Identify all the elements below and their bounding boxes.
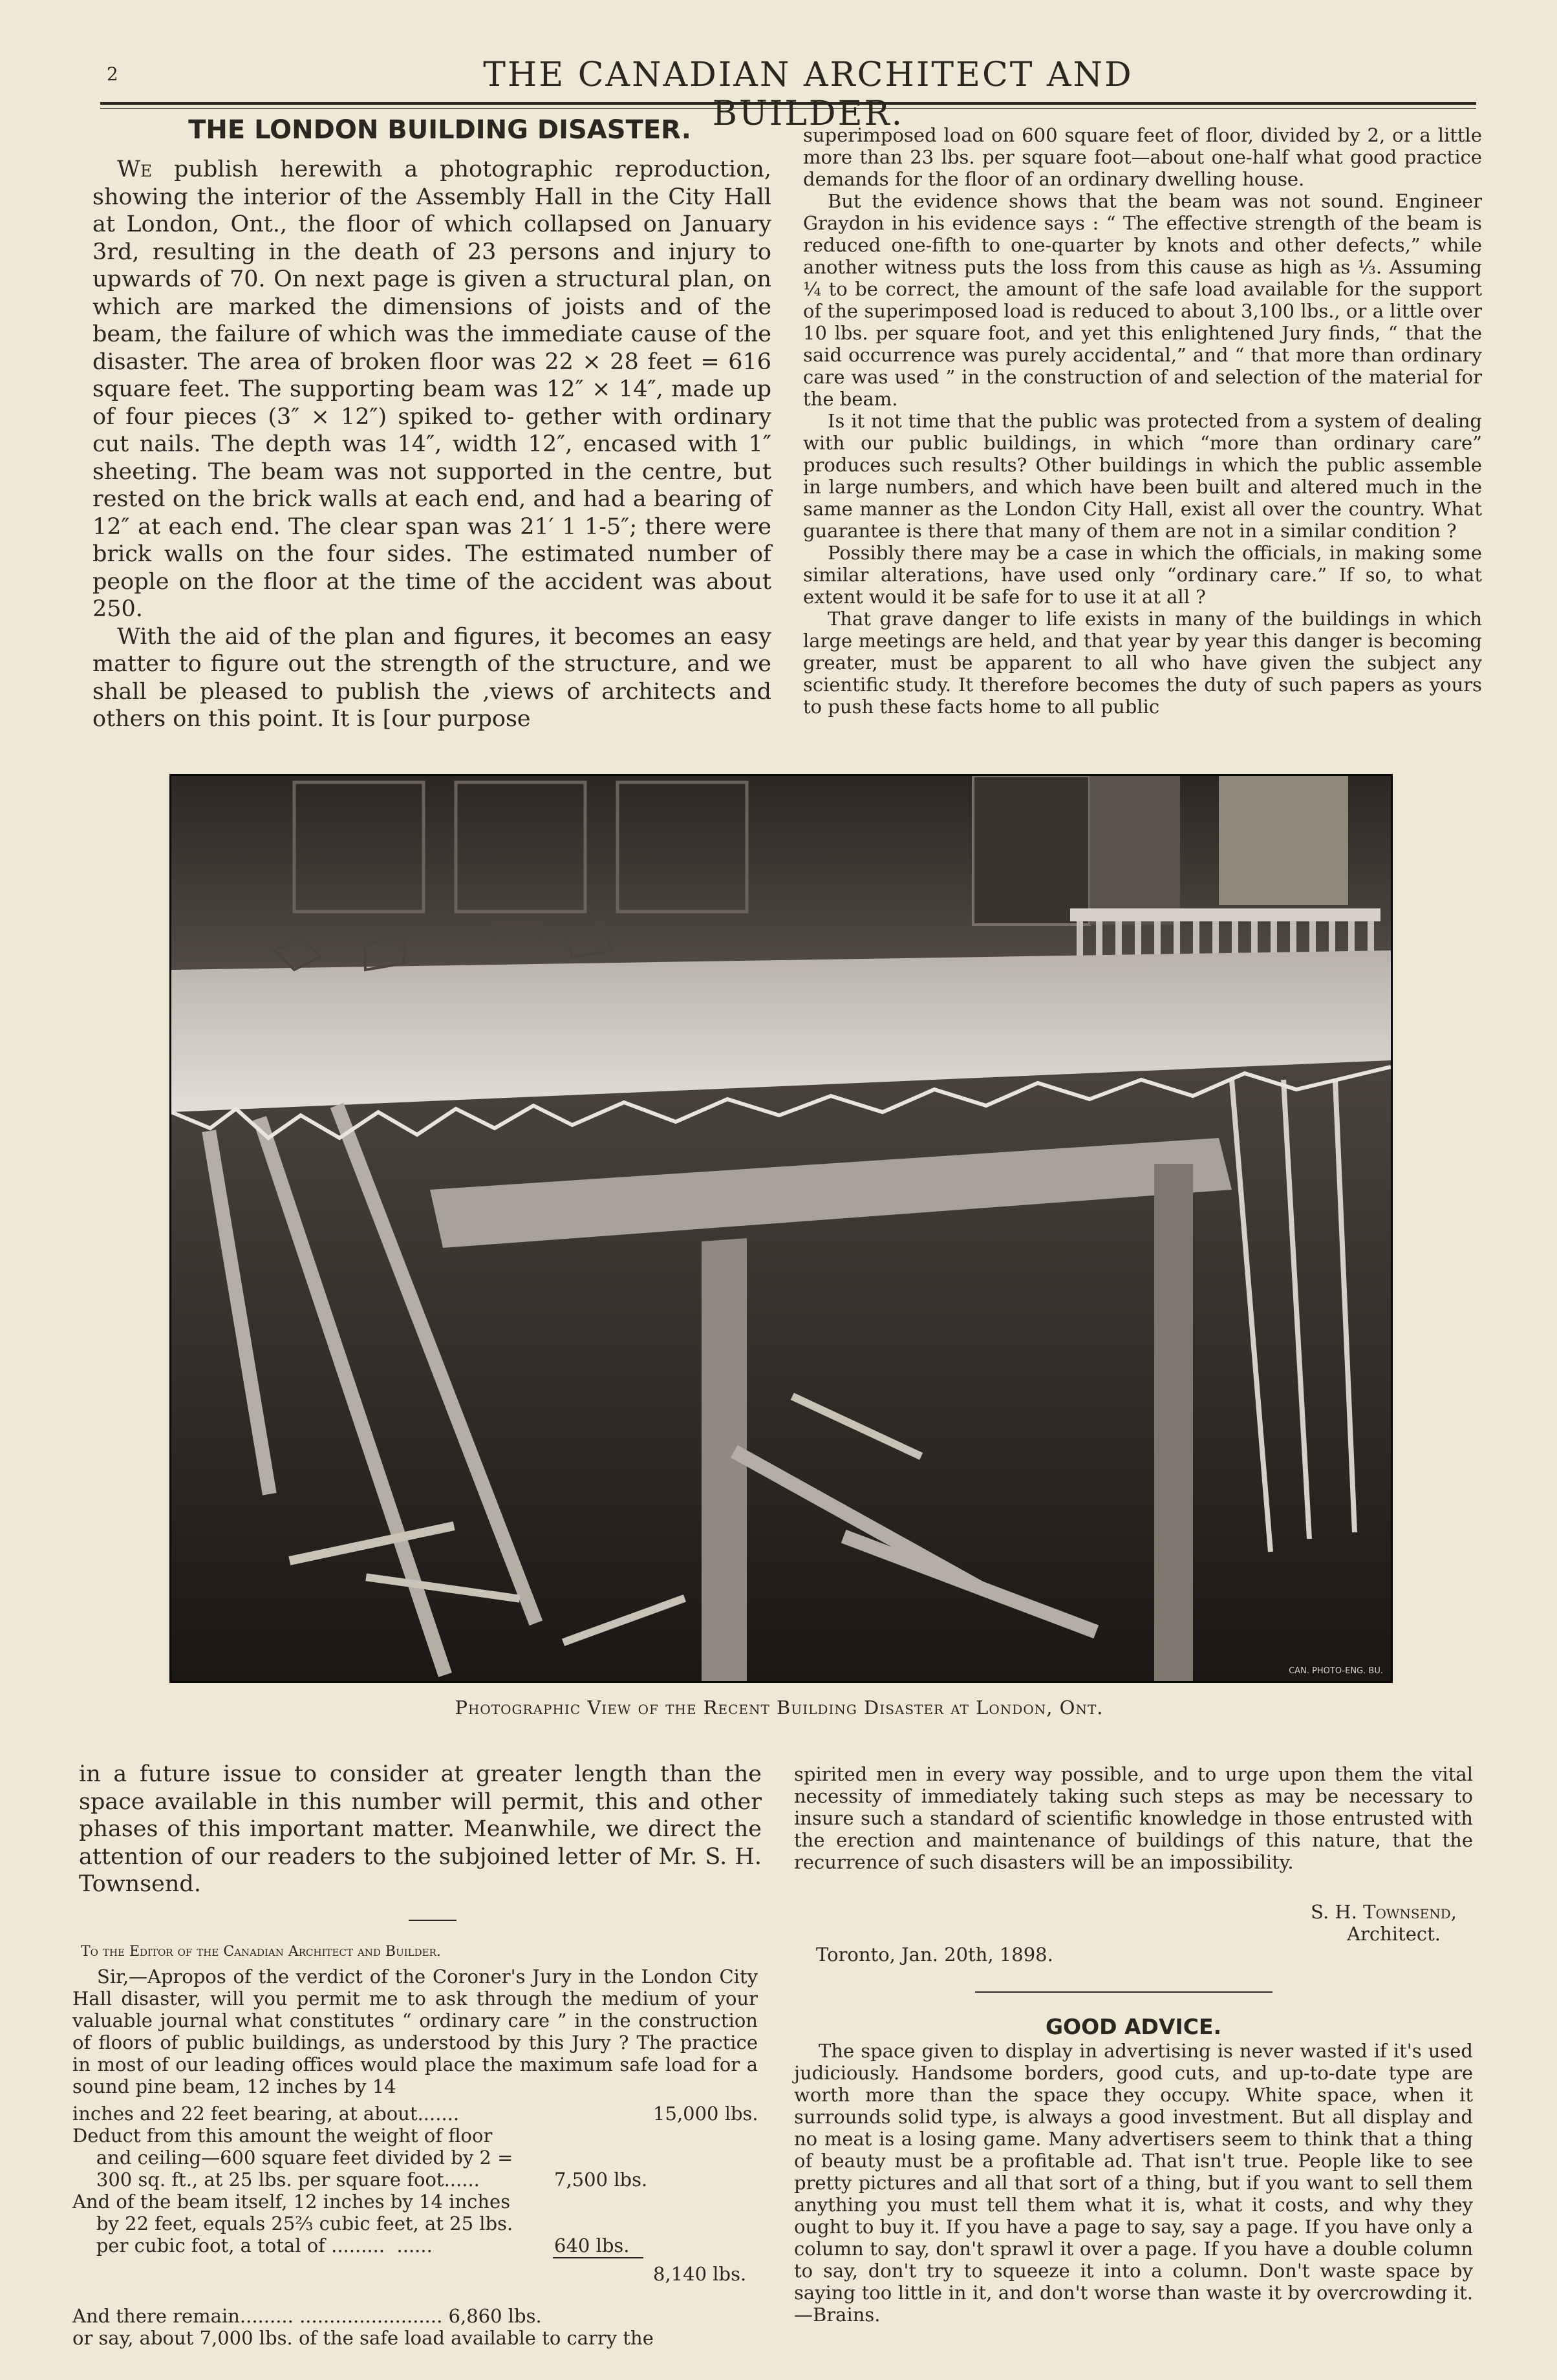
publication-title: THE CANADIAN ARCHITECT AND BUILDER. (483, 56, 1133, 133)
ledger-row (72, 2147, 758, 2169)
letter-col2-continued-paragraph: spirited men in every way possible, and to urge upon them the vital necessity of immediately taking such steps as may be necessary to insure such a standard of scientific knowledge in those entrusted with the erection and maintenance of buildings of this nature, that the recurrence of such disasters will be an impossibility. (794, 1763, 1473, 1873)
ledger-row-text: and ceiling—600 square feet divided by 2 = (72, 2147, 513, 2169)
article-title: THE LONDON BUILDING DISASTER. (188, 115, 691, 145)
article-column-1 (92, 156, 771, 733)
photo-illustration (171, 776, 1391, 1681)
disaster-photograph (169, 774, 1393, 1683)
ledger-row-amount: 7,500 lbs. (554, 2169, 648, 2191)
article-paragraph-1 (92, 156, 771, 623)
letter-col2-paragraph-5: That grave danger to life exists in many of the buildings in which large meetings are held, and that year by year this danger is becoming greater, must be apparent to all who have given the subject any scientific study. It therefore becomes the duty of such papers as yours to push these facts home to all public (803, 608, 1482, 718)
advice-rule (975, 1991, 1272, 1993)
letter-col2-paragraph-4: Possibly there may be a case in which the officials, in making some similar alterations, have used only “ordinary care.” If so, to what extent would it be safe for to use it at all ? (803, 542, 1482, 608)
letter-col2-paragraph-1: superimposed load on 600 square feet of floor, divided by 2, or a little more than 23 lbs. per square foot—about one-half what good practice demands for the floor of an ordinary dwelling house. (803, 124, 1482, 190)
ledger-row-amount: 640 lbs. (554, 2235, 630, 2257)
letter-salutation: To the Editor of the Canadian Architect and Builder. (81, 1944, 441, 1960)
ledger-row-text: And of the beam itself, 12 inches by 14 inches (72, 2191, 511, 2213)
ledger-row-text: by 22 feet, equals 25⅔ cubic feet, at 25 lbs. (72, 2213, 513, 2235)
signature-title: Architect. (1347, 1923, 1441, 1945)
signature-name: S. H. Townsend, (1311, 1901, 1457, 1923)
ledger-row (72, 2213, 758, 2235)
ledger-row (72, 2191, 758, 2213)
ledger-row (72, 2125, 758, 2147)
ledger-total-rule (553, 2257, 643, 2258)
article-paragraph-2: With the aid of the plan and figures, it becomes an easy matter to figure out the strength of the structure, and we shall be pleased to publish the ,views of architects and others on this point. It is [our purpose (92, 623, 771, 732)
header-rule (100, 102, 1476, 109)
article-opening-text (92, 156, 771, 623)
ledger-row-text: inches and 22 feet bearing, at about....... (72, 2103, 460, 2125)
advice-paragraph: The space given to display in advertising is never wasted if it's used judiciously. Handsome borders, good cuts, and up-to-date type are worth more than the space they occupy. White space, when it surrounds solid type, is always a good investment. But all display and no meat is a losing game. Many advertisers seem to think that a thing of beauty must be a profitable ad. That isn't true. People like to see pretty pictures and all that sort of a thing, but if you want to sell them anything you must tell them what it is, what it costs, and why they ought to buy it. If you have a page to say, say a page. If you have only a column to say, don't sprawl it over a page. If you have a double column to say, don't try to squeeze it into a column. Don't waste space by saying too little in it, and don't worse than waste it by overcrowding it.—Brains. (794, 2040, 1473, 2326)
letter-paragraph-1: Sir,—Apropos of the verdict of the Coroner's Jury in the London City Hall disaster, will you permit me to ask through the medium of your valuable journal what constitutes “ ordinary care ” in the construction of floors of public buildings, as understood by this Jury ? The practice in most of our leading offices would place the maximum safe load for a sound pine beam, 12 inches by 14 (72, 1966, 758, 2097)
advice-title: GOOD ADVICE. (1045, 2014, 1222, 2039)
advice-column (794, 2040, 1473, 2326)
article-continued-paragraph: in a future issue to consider at greater length than the space available in this number will permit, this and other phases of this important matter. Meanwhile, we direct the attention of our readers to the subjoined letter of Mr. S. H. Townsend. (79, 1761, 762, 1897)
load-calculation (72, 2103, 758, 2257)
dateline: Toronto, Jan. 20th, 1898. (816, 1944, 1053, 1966)
section-rule (409, 1920, 456, 1921)
article-continued (79, 1761, 762, 1898)
letter-col2-paragraph-3: Is it not time that the public was protected from a system of dealing with our public buildings, in which “more than ordinary care” produces such results? Other buildings in which the public assemble in large numbers, and which have been built and altered much in the same manner as the London City Hall, exist all over the country. What guarantee is there that many of them are not in a similar condition ? (803, 410, 1482, 542)
remain-line-2: or say, about 7,000 lbs. of the safe load available to carry the (72, 2327, 654, 2349)
ledger-total: 8,140 lbs. (653, 2263, 747, 2285)
letter-column-1 (72, 1966, 758, 2097)
ledger-row (72, 2235, 758, 2257)
ledger-row-text: 300 sq. ft., at 25 lbs. per square foot...... (72, 2169, 480, 2191)
page-number: 2 (107, 63, 118, 85)
letter-column-2-continued (794, 1763, 1473, 1873)
ledger-row (72, 2169, 758, 2191)
photo-credit: CAN. PHOTO-ENG. BU. (1289, 1666, 1383, 1676)
lead-word: We (117, 156, 175, 182)
ledger-row-text: Deduct from this amount the weight of floor (72, 2125, 493, 2147)
photo-caption: Photographic View of the Recent Building Disaster at London, Ont. (455, 1697, 1104, 1719)
ledger-row (72, 2103, 758, 2125)
opening-body: publish herewith a photographic reproduction, showing the interior of the Assembly Hall in the City Hall at London, Ont., the floor of which collapsed on January 3rd, resulting in the death of 23 persons and injury to upwards of 70. On next page is given a structural plan, on which are marked the dimensions of joists and of the beam, the failure of which was the immediate cause of the disaster. The area of broken floor was 22 × 28 feet = 616 square feet. The supporting beam was 12″ × 14″, made up of four pieces (3″ × 12″) spiked to- gether with ordinary cut nails. The depth was 14″, width 12″, encased with 1″ sheeting. The beam was not supported in the centre, but rested on the brick walls at each end, and had a bearing of 12″ at each end. The clear span was 21′ 1 1-5″; there were brick walls on the four sides. The estimated number of people on the floor at the time of the accident was about 250. (92, 156, 771, 622)
remain-line: And there remain......... ........................ 6,860 lbs. (72, 2305, 542, 2327)
letter-col2-paragraph-2: But the evidence shows that the beam was not sound. Engineer Graydon in his evidence says : “ The effective strength of the beam is reduced one-fifth to one-quarter by knots and other defects,” while another witness puts the loss from this cause as high as ⅓. Assuming ¼ to be correct, the amount of the safe load available for the support of the superimposed load is reduced to about 3,100 lbs., or a little over 10 lbs. per square foot, and yet this enlightened Jury finds, “ that the said occurrence was purely accidental,” and “ that more than ordinary care was used ” in the construction of and selection of the material for the beam. (803, 190, 1482, 410)
letter-column-2-top (803, 124, 1482, 718)
ledger-row-text: per cubic foot, a total of ......... ...... (72, 2235, 433, 2257)
ledger-row-amount: 15,000 lbs. (653, 2103, 758, 2125)
